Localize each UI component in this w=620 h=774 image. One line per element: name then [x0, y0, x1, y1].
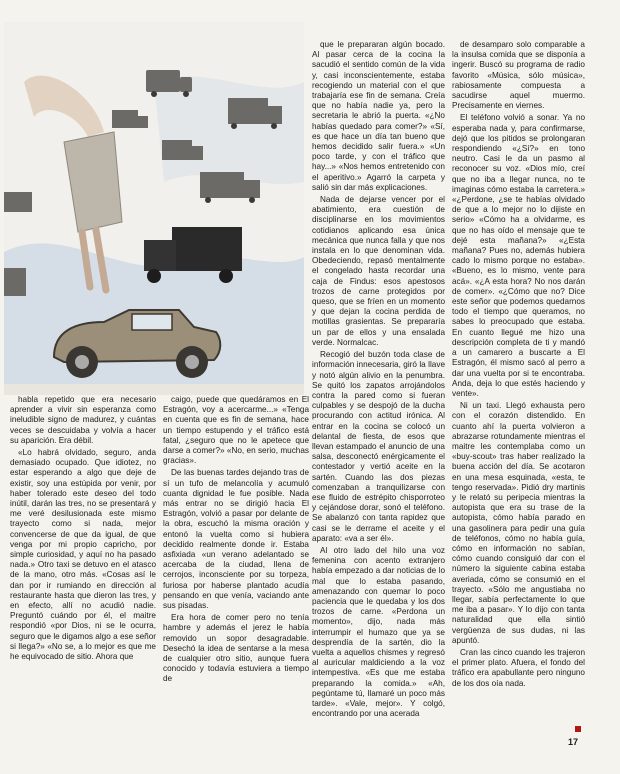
paragraph: habla repetido que era necesario aprender a vivir sin esperanza como ineludible signo de madurez, y cuántas veces se descuidaba y volvía a hacer su aparición. Era débil. — [10, 395, 156, 445]
paragraph: De las buenas tardes dejando tras de sí un tufo de melancolía y acumuló cuanta dignidad le fue posible. Nada más entrar no se dirigió hacia El Estragón, volvió a pasar por delante de la obra, escuchó la misma oración y entonó la vuelta como si hubiera decidido realmente donde ir. Estaba asfixiada «un verano adelantado se acercaba de la ciudad, llena de cerrojos, inconsciente por su torpeza, furiosa por haberse plantado acudía pensando en que venía, vaciando ante sus pisadas. — [163, 468, 309, 611]
paragraph: «Lo habrá olvidado, seguro, anda demasiado ocupado. Que idiotez, no estar esperando a algo que deje de existir, soy una estúpida por venir, por haber tolerado este deseo del todo inútil, darán las tres, no se presentará y me veré desilusionada este mismo trayecto como si nada, mejor convencerse de que da igual, de que venga por mi propio capricho, por simple curiosidad, y aquí no ha pasado nada.» Otro taxi se detuvo en el atasco de la mano, otro más. «Cosas así le dan por ir rumiando en dirección al restaurante hasta que dieron las tres, y en efecto, allí no acudió nadie. Preguntó cuándo por él, el maitre respondió «por Dios, ni se le ocurra, seguro que le digamos algo a ese señor si llega?» «No se, a lo mejor es que me he equivocado de sitio. Ahora que — [10, 448, 156, 662]
paragraph: de desamparo solo comparable a la insulsa comida que se disponía a ingerir. Buscó su programa de radio favorito «Música, sólo música», rabiosamente compuesta a sacudirse aquel muermo. Precisamente en viernes. — [452, 40, 585, 111]
end-mark — [575, 726, 581, 732]
paragraph: caigo, puede que quedáramos en El Estragón, voy a acercarme...» «Tenga en cuenta que es fin de semana, hace un tiempo estupendo y el tráfico está fatal, ¿seguro que no le apetece que darse a comer?» «No, en serio, muchas gracias». — [163, 395, 309, 466]
paragraph: Recogió del buzón toda clase de información innecesaria, giró la llave y notó algún alivio en la penumbra. Se quitó los zapatos arrojándolos contra la pared como si fueran culpables y se despojó de la ducha procurando con actitud irónica. Al entrar en la cocina se colocó un delantal de fiesta, de esos que llevan estampado el anuncio de una salsa, desconectó enérgicamente el contestador y vertió aceite en la sartén. Cuando las dos piezas comenzaban a tranquilizarse con ese fluido de estrépito chisporroteo y cejándose dorar, sonó el teléfono. Se abalanzó con tanta rapidez que casi se le derrame el aceite y el aparato: «va a ser él». — [312, 350, 445, 543]
paragraph: que le prepararan algún bocado. Al pasar cerca de la cocina la sacudió el sentido común de la vida y, casi inconscientemente, estaba recogiendo un material con el que trabajaría ese fin de semana. Creía que no había nadie ya, pero la secretaria le abrió la puerta. «¿No habías quedado para comer?» «Sí, es que hace un día tan bueno que hemos decidido salir fuera.» «Un poco tarde, y con el tráfico que hay...» «Nos hemos entretenido con el aperitivo.» Agarró la carpeta y salió sin dar más explicaciones. — [312, 40, 445, 192]
illustration — [4, 22, 304, 395]
text-column-2 — [163, 395, 309, 751]
text-column-3 — [312, 40, 445, 752]
paragraph: Cran las cinco cuando les trajeron el primer plato. Afuera, el fondo del tráfico era apabullante pero ninguno de los dos oía nada. — [452, 647, 585, 688]
paragraph: El teléfono volvió a sonar. Ya no esperaba nada y, para confirmarse, dejó que los pitidos se prolongaran respondiendo «¿Sí?» en tono neutro. Casi le da un pasmo al reconocer su voz. «Dios mío, creí que no iba a llegar nunca, no te imaginas cómo estaba la carretera.» «¿Perdone, ¿se te habías olvidado de que a lo mejor no lo dijiste en serio» «Cómo ha a olvidarme, es que no has oído el mensaje que te dejé esta mañana?» «¿Esta mañana? Pues no, además hubiera cado lo mismo porque no estaba». «Bueno, es lo mismo, vente para acá». «¿A esta hora? No nos darán de comer». «¿Cómo que no? Dice este señor que podemos quedarnos todo el tiempo que queramos, no sabes lo preocupado que estaba. En cuanto llegué me hizo una descripción completa de ti y mandó a un camarero a buscarte a El Estragón, él mismo sacó al perro a dar una vuelta por si te encontraba. Anda, deja lo que estés haciendo y vente». — [452, 113, 585, 398]
paragraph: Al otro lado del hilo una voz femenina con acento extranjero había empezado a dar noticias de lo mal que lo estaba pasando, amenazando con quemar lo poco paciencia que le quedaba y los dos trozos de carne. «Perdona un momento», dijo, nada más interrumpir el humazo que ya se desprendía de la sartén, dio la vuelta a aquellos chismes y regresó al auricular maldiciendo a la voz intempestiva. «Es que me estaba preparando la comida.» «Ah, pegúntame tú, llamaré un poco más tarde». «Vale, mejor». Y colgó, encontrando por una acerada — [312, 545, 445, 719]
text-column-1 — [10, 395, 156, 751]
paragraph: Era hora de comer pero no tenía hambre y además el jerez le había removido un sopor desagradable. Desechó la idea de sentarse a la mesa de cualquier otro sitio, aunque fuera conocido y todavía estuviera a tiempo de — [163, 613, 309, 684]
paragraph: Nada de dejarse vencer por el abatimiento, era cuestión de disciplinarse en los movimientos cotidianos aplicando esa única mecánica que nunca falla y que nos instala en lo que denominan vida. Obedeciendo, repasó mentalmente el congelado hasta recordar una caja de Findus: esos apestosos trozos de carne protegidos por queso, que se fríen en un momento y que dejan la cocina perdida de motillas grasientas. Se prepararía un par de ellos y una ensalada verde. Normalcac. — [312, 195, 445, 347]
page-number: 17 — [568, 737, 579, 747]
text-column-4 — [452, 40, 585, 752]
paragraph: Ni un taxi. Llegó exhausta pero con el corazón distendido. En cuanto ahí la puerta volvieron a abrazarse rotundamente mientras el maitre les contemplaba como un «buy-scout» tras haber realizado la buena acción del día. Se acotaron en una mesa esquinada, «esta, te tengo reservada». Pidió dry martinis y le relató su peripecia mientras la autopista que era su trase de la autopista, cómo había parado en una gasolinera para pedir una guía de teléfonos, cómo no había guía, cómo en información no sabían, cómo cuando consiguió dar con el número la siguiente cabina estaba averiada, cómo se consumió en el trayecto. «Sólo me angustiaba no llegar, sabía perfectamente lo que me iba a pasar». Y lo dijo con tanta naturalidad que ella sintió vergüenza de sus dudas, ni las apuntó. — [452, 401, 585, 645]
